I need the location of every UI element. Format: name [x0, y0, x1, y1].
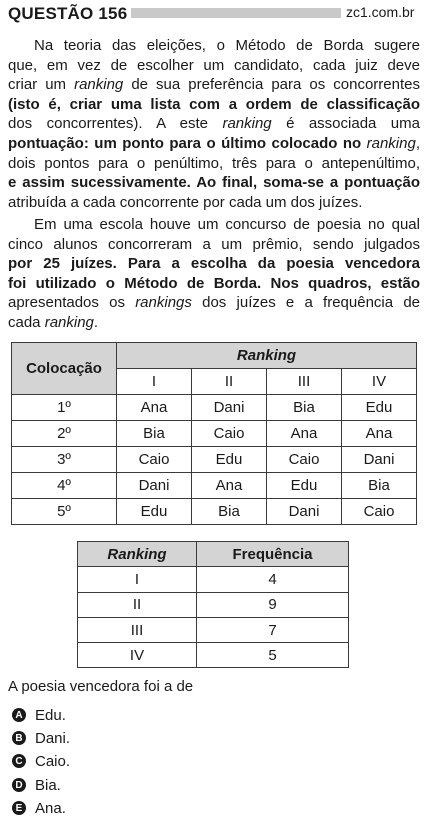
table-row [78, 567, 349, 592]
option-letter-badge: D [12, 778, 26, 792]
table-cell: Ana [117, 395, 192, 421]
position-cell: 3º [12, 447, 117, 473]
table-cell: Bia [267, 395, 342, 421]
table-cell: Edu [342, 395, 417, 421]
ranking-cell: IV [78, 643, 197, 668]
frequency-cell: 9 [197, 592, 349, 617]
position-cell: 4º [12, 473, 117, 499]
p1-line-3: criar um ranking de sua preferência para os concorrentes [8, 76, 420, 94]
table-cell: Edu [192, 447, 267, 473]
colocacao-header: Colocação [12, 343, 117, 395]
frequency-cell: 7 [197, 617, 349, 642]
table-row [12, 473, 417, 499]
frequency-cell: 5 [197, 643, 349, 668]
p2-line-2: cinco alunos concorreram a um prêmio, sendo julgados [8, 235, 420, 253]
table-row [78, 617, 349, 642]
ranking-col-header: III [267, 369, 342, 395]
option-text: Dani. [35, 729, 71, 747]
table-cell: Ana [192, 473, 267, 499]
table-cell: Edu [117, 499, 192, 525]
table-row [78, 643, 349, 668]
p1-line-5: dos concorrentes). A este ranking é associada uma [8, 115, 420, 133]
option-letter-badge: E [12, 801, 26, 815]
p1-line-6: pontuação: um ponto para o último colocado no ranking, [8, 134, 420, 152]
table-cell: Bia [192, 499, 267, 525]
ranking-cell: I [78, 567, 197, 592]
option-b[interactable] [12, 728, 70, 748]
p2-line-6: cada ranking. [8, 313, 99, 331]
option-text: Ana. [35, 799, 66, 817]
table-cell: Dani [267, 499, 342, 525]
table-cell: Dani [192, 395, 267, 421]
ranking-header: Ranking [78, 542, 197, 567]
table-cell: Ana [267, 421, 342, 447]
table-cell: Dani [342, 447, 417, 473]
table-cell: Ana [342, 421, 417, 447]
paragraph-1 [8, 36, 420, 212]
position-cell: 1º [12, 395, 117, 421]
p2-line-3: por 25 juízes. Para a escolha da poesia vencedora [8, 255, 420, 273]
table-cell: Caio [117, 447, 192, 473]
paragraph-2 [8, 215, 420, 333]
rankings-table [11, 342, 417, 525]
table-cell: Bia [342, 473, 417, 499]
p1-line-2: que, em vez de escolher um candidato, cada juiz deve [8, 56, 420, 74]
ranking-cell: III [78, 617, 197, 642]
position-cell: 5º [12, 499, 117, 525]
position-cell: 2º [12, 421, 117, 447]
table-cell: Edu [267, 473, 342, 499]
option-text: Caio. [35, 752, 71, 770]
site-label: zc1.com.br [346, 4, 415, 20]
p1-line-7: dois pontos para o penúltimo, três para o antepenúltimo, [8, 154, 420, 172]
ranking-col-header: I [117, 369, 192, 395]
table-cell: Caio [267, 447, 342, 473]
frequency-header: Frequência [197, 542, 349, 567]
table-cell: Dani [117, 473, 192, 499]
table-row [12, 395, 417, 421]
p2-line-1: Em uma escola houve um concurso de poesia no qual [34, 216, 420, 233]
option-letter-badge: B [12, 731, 26, 745]
option-letter-badge: C [12, 754, 26, 768]
p1-line-4: (isto é, criar uma lista com a ordem de classificação [8, 95, 420, 113]
header-bar [131, 8, 341, 18]
p2-line-4: foi utilizado o Método de Borda. Nos quadros, estão [8, 274, 420, 292]
question-prompt: A poesia vencedora foi a de [8, 678, 194, 695]
table-row [12, 421, 417, 447]
ranking-cell: II [78, 592, 197, 617]
table-row [12, 447, 417, 473]
table-row [12, 499, 417, 525]
frequency-cell: 4 [197, 567, 349, 592]
frequency-table [77, 541, 349, 668]
ranking-col-header: IV [342, 369, 417, 395]
ranking-group-header: Ranking [117, 343, 417, 369]
ranking-col-header: II [192, 369, 267, 395]
option-text: Edu. [35, 706, 66, 724]
table-row [78, 592, 349, 617]
table-cell: Caio [342, 499, 417, 525]
question-header [0, 0, 426, 26]
table-cell: Caio [192, 421, 267, 447]
option-d[interactable] [12, 775, 61, 795]
option-e[interactable] [12, 798, 66, 818]
question-title: QUESTÃO 156 [8, 4, 128, 23]
p1-line-8: e assim sucessivamente. Ao final, soma-se a pontuação [8, 174, 420, 192]
p2-line-5: apresentados os rankings dos juízes e a frequência de [8, 294, 420, 312]
option-letter-badge: A [12, 708, 26, 722]
p1-line-9: atribuída a cada concorrente por cada um dos juízes. [8, 193, 363, 211]
table-cell: Bia [117, 421, 192, 447]
option-a[interactable] [12, 705, 66, 725]
option-text: Bia. [35, 776, 61, 794]
option-c[interactable] [12, 751, 70, 771]
p1-line-1: Na teoria das eleições, o Método de Borda sugere [34, 37, 420, 54]
